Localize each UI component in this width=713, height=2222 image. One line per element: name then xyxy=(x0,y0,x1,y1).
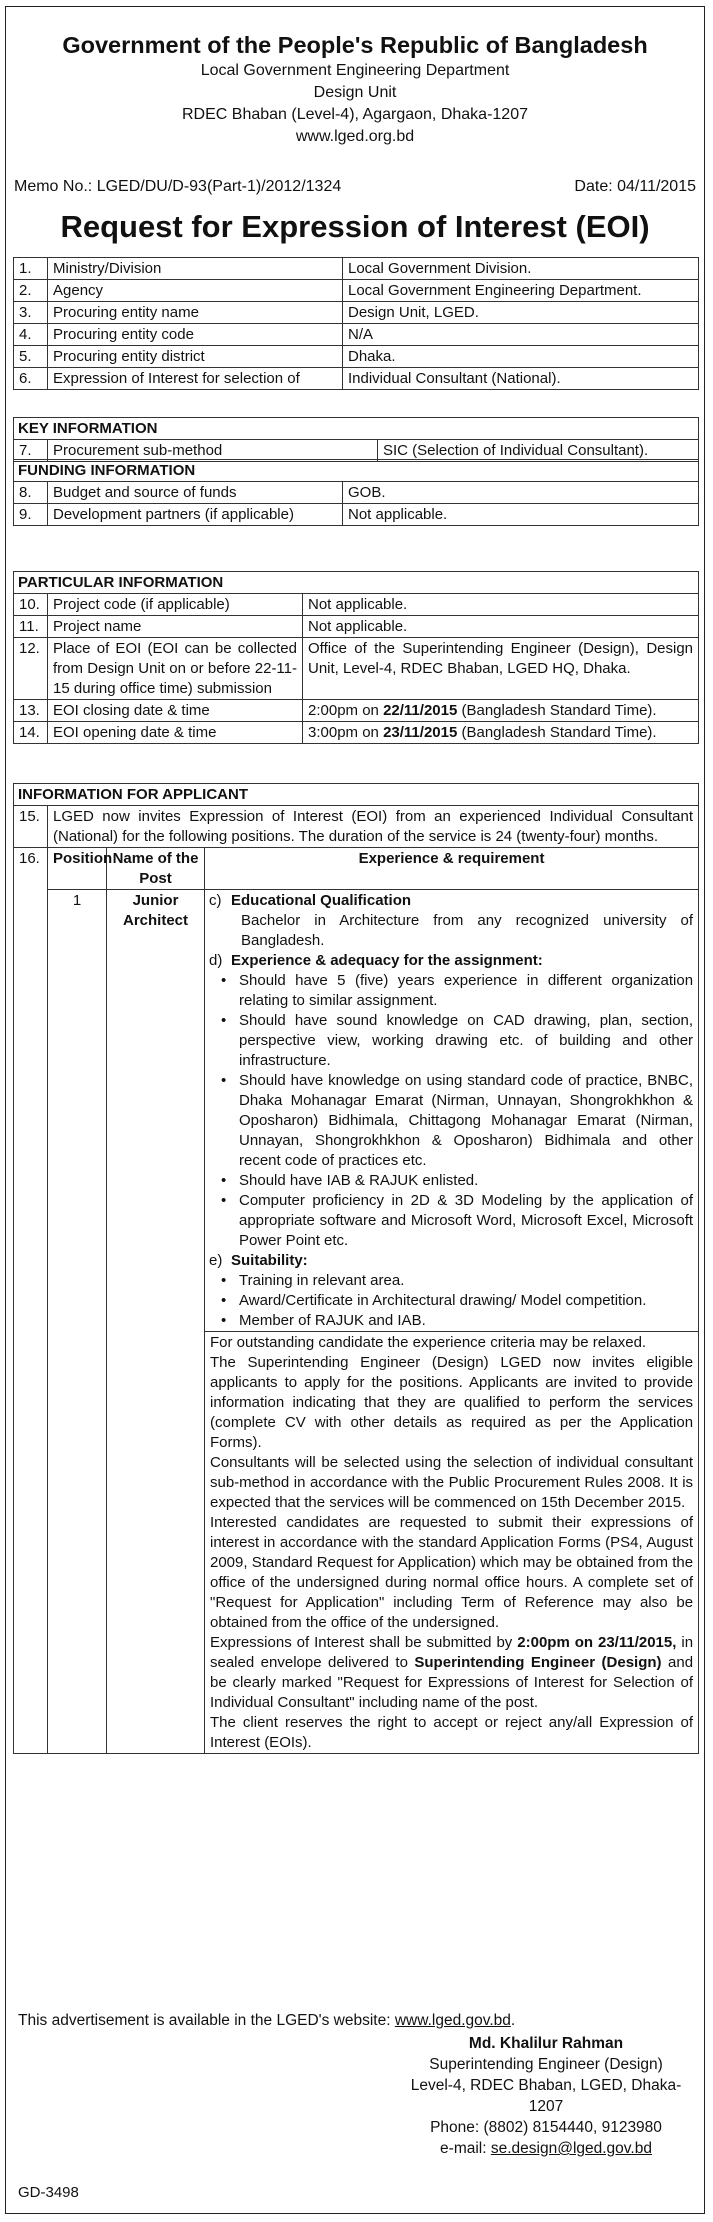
website-link[interactable]: www.lged.gov.bd xyxy=(394,2012,511,2029)
opening-date: 23/11/2015 xyxy=(383,724,458,741)
row-number: 16. xyxy=(14,848,48,1754)
table-row xyxy=(14,700,699,722)
particular-heading: PARTICULAR INFORMATION xyxy=(14,572,699,594)
education-title: Educational Qualification xyxy=(231,892,412,909)
memo-number: Memo No.: LGED/DU/D-93(Part-1)/2012/1324 xyxy=(14,178,342,195)
instructions-cell xyxy=(205,1332,699,1754)
table-row xyxy=(14,482,699,504)
row-label: Procuring entity district xyxy=(48,346,343,368)
email-label: e-mail: xyxy=(440,2140,491,2157)
table-row xyxy=(14,280,699,302)
website-notice-end: . xyxy=(510,2012,516,2029)
list-item: • Training in relevant area. xyxy=(239,1271,693,1291)
row-value: Local Government Engineering Department. xyxy=(343,280,699,302)
row-value xyxy=(303,700,699,722)
section-heading-row xyxy=(14,572,699,594)
row-value: Office of the Superintending Engineer (Design), Design Unit, Level-4, RDEC Bhaban, LGED HQ, Dhaka. xyxy=(303,638,699,700)
department-name: Local Government Engineering Department xyxy=(200,62,510,79)
row-number: 14. xyxy=(14,722,48,744)
table-row xyxy=(14,594,699,616)
signature-block xyxy=(396,2033,696,2159)
suitability-title: Suitability: xyxy=(231,1252,308,1269)
table-row xyxy=(14,324,699,346)
funding-table xyxy=(13,459,699,526)
table-row xyxy=(14,848,699,890)
education-heading xyxy=(209,891,693,911)
signer-phone: Phone: (8802) 8154440, 9123980 xyxy=(430,2119,662,2136)
row-value: N/A xyxy=(343,324,699,346)
post-name: Junior Architect xyxy=(107,890,205,1754)
list-item: • Should have 5 (five) years experience in different organization relating to similar assignment. xyxy=(239,971,693,1011)
instruction-paragraph: For outstanding candidate the experience criteria may be relaxed. xyxy=(210,1334,647,1351)
list-item: • Should have sound knowledge on CAD drawing, plan, section, perspective view, working drawing etc. of building and other infrastructure. xyxy=(239,1011,693,1071)
row-value xyxy=(303,722,699,744)
row-number: 13. xyxy=(14,700,48,722)
closing-date: 22/11/2015 xyxy=(383,702,458,719)
opening-time: 3:00pm on xyxy=(308,724,384,741)
submission-deadline: 2:00pm on 23/11/2015, xyxy=(517,1634,677,1651)
instruction-paragraph: The client reserves the right to accept or reject any/all Expression of Interest (EOIs). xyxy=(210,1714,694,1751)
row-label: EOI opening date & time xyxy=(48,722,303,744)
info-table-top xyxy=(13,257,699,390)
applicant-heading: INFORMATION FOR APPLICANT xyxy=(14,784,699,806)
row-value: Design Unit, LGED. xyxy=(343,302,699,324)
closing-time: 2:00pm on xyxy=(308,702,384,719)
row-value: Dhaka. xyxy=(343,346,699,368)
row-value: Not applicable. xyxy=(343,504,699,526)
list-marker: c) xyxy=(209,892,222,909)
section-heading-row xyxy=(14,460,699,482)
table-row xyxy=(14,504,699,526)
row-label: Project name xyxy=(48,616,303,638)
section-heading-row xyxy=(14,418,699,440)
signer-designation: Superintending Engineer (Design) xyxy=(429,2056,663,2073)
submission-paragraph xyxy=(210,1633,693,1713)
table-row xyxy=(14,806,699,848)
row-label: Agency xyxy=(48,280,343,302)
list-item: • Computer proficiency in 2D & 3D Modeling by the application of appropriate software and Microsoft Word, Microsoft Excel, Microsoft Power Point etc. xyxy=(239,1191,693,1251)
row-number: 9. xyxy=(14,504,48,526)
instruction-paragraph: Interested candidates are requested to submit their expressions of interest in accordance with the standard Application Forms (PS4, August 2009, Standard Request for Application) which may be obtained from the office of the undersigned during normal office hours. A complete set of "Request for Application" including Term of Reference may also be obtained from the office of the undersigned. xyxy=(210,1514,694,1631)
table-row xyxy=(14,346,699,368)
memo-row xyxy=(14,177,696,197)
col-header-position: Position xyxy=(48,848,107,890)
row-label: Procuring entity code xyxy=(48,324,343,346)
office-website: www.lged.org.bd xyxy=(295,128,415,145)
col-header-experience: Experience & requirement xyxy=(205,848,699,890)
row-number: 4. xyxy=(14,324,48,346)
submission-text: in sealed envelope delivered to xyxy=(210,1634,694,1671)
gd-number: GD-3498 xyxy=(18,2184,79,2201)
row-number: 15. xyxy=(14,806,48,848)
submission-text: and be clearly marked "Request for Expressions of Interest for Selection of Individual Consultant" including name of the post. xyxy=(210,1654,694,1711)
row-label: Development partners (if applicable) xyxy=(48,504,343,526)
row-value: GOB. xyxy=(343,482,699,504)
row-label: Place of EOI (EOI can be collected from Design Unit on or before 22-11-15 during office time) submission xyxy=(48,638,303,700)
applicant-table xyxy=(13,783,699,1754)
suitability-heading xyxy=(209,1251,693,1271)
list-item: • Should have knowledge on using standard code of practice, BNBC, Dhaka Mohanagar Emarat (Nirman, Unnayan, Shongrokhkhon & Oposharon) Bidhimala, Chittagong Mohanagar Emarat (Nirman, Unnayan, Shongrokhkhon & Oposharon) Bidhimala and other recent code of practices etc. xyxy=(239,1071,693,1171)
row-number: 12. xyxy=(14,638,48,700)
page-title: Request for Expression of Interest (EOI) xyxy=(60,209,650,244)
list-marker: d) xyxy=(209,952,223,969)
website-notice-text: This advertisement is available in the LGED's website: xyxy=(18,2012,395,2029)
row-label: Ministry/Division xyxy=(48,258,343,280)
eoi-advertisement xyxy=(5,6,705,2214)
requirements-cell xyxy=(205,890,699,1332)
email-link[interactable]: se.design@lged.gov.bd xyxy=(490,2140,652,2157)
row-number: 1. xyxy=(14,258,48,280)
row-number: 8. xyxy=(14,482,48,504)
list-item: • Should have IAB & RAJUK enlisted. xyxy=(239,1171,693,1191)
row-value: Local Government Division. xyxy=(343,258,699,280)
website-notice xyxy=(18,2011,515,2031)
government-title: Government of the People's Republic of Bangladesh xyxy=(62,32,648,58)
row-label: Procuring entity name xyxy=(48,302,343,324)
signer-address: Level-4, RDEC Bhaban, LGED, Dhaka-1207 xyxy=(410,2077,682,2115)
table-row xyxy=(14,616,699,638)
row-value: Not applicable. xyxy=(303,594,699,616)
instruction-paragraph: The Superintending Engineer (Design) LGED now invites eligible applicants to apply for the positions. Applicants are invited to provide information indicating that they are qualified to perform the services (complete CV with other details as required as per the Application Forms). xyxy=(210,1354,694,1451)
row-label: Budget and source of funds xyxy=(48,482,343,504)
memo-date: Date: 04/11/2015 xyxy=(574,178,696,195)
row-number: 5. xyxy=(14,346,48,368)
office-address: RDEC Bhaban (Level-4), Agargaon, Dhaka-1207 xyxy=(182,106,528,123)
funding-heading: FUNDING INFORMATION xyxy=(14,460,699,482)
experience-list xyxy=(209,971,693,1251)
key-info-table xyxy=(13,417,699,462)
education-text: Bachelor in Architecture from any recognized university of Bangladesh. xyxy=(241,912,694,949)
row-value: Not applicable. xyxy=(303,616,699,638)
signer-email xyxy=(396,2138,696,2159)
row-label: EOI closing date & time xyxy=(48,700,303,722)
suitability-list xyxy=(209,1271,693,1331)
experience-heading xyxy=(209,951,693,971)
row-number: 3. xyxy=(14,302,48,324)
list-item: • Award/Certificate in Architectural drawing/ Model competition. xyxy=(239,1291,693,1311)
row-number: 6. xyxy=(14,368,48,390)
section-heading-row xyxy=(14,784,699,806)
table-row xyxy=(14,258,699,280)
table-row xyxy=(14,302,699,324)
row-number: 2. xyxy=(14,280,48,302)
submission-recipient: Superintending Engineer (Design) xyxy=(414,1654,662,1671)
closing-zone: (Bangladesh Standard Time). xyxy=(457,702,657,719)
position-number: 1 xyxy=(48,890,107,1754)
particular-table xyxy=(13,571,699,744)
col-header-post: Name of the Post xyxy=(107,848,205,890)
key-info-heading: KEY INFORMATION xyxy=(14,418,699,440)
table-row xyxy=(14,722,699,744)
row-value: Individual Consultant (National). xyxy=(343,368,699,390)
row-number: 11. xyxy=(14,616,48,638)
row-value: SIC (Selection of Individual Consultant). xyxy=(378,440,699,462)
experience-title: Experience & adequacy for the assignment: xyxy=(231,952,543,969)
row-label: Procurement sub-method xyxy=(48,440,378,462)
row-label: Project code (if applicable) xyxy=(48,594,303,616)
signer-name: Md. Khalilur Rahman xyxy=(468,2035,624,2052)
row-number: 10. xyxy=(14,594,48,616)
unit-name: Design Unit xyxy=(313,84,397,101)
list-item: • Member of RAJUK and IAB. xyxy=(239,1311,693,1331)
table-row xyxy=(14,368,699,390)
invitation-text: LGED now invites Expression of Interest (EOI) from an experienced Individual Consultant (National) for the following positions. The duration of the service is 24 (twenty-four) months. xyxy=(48,806,699,848)
table-row xyxy=(14,890,699,1332)
opening-zone: (Bangladesh Standard Time). xyxy=(457,724,657,741)
letterhead xyxy=(6,30,704,148)
submission-text: Expressions of Interest shall be submitted by xyxy=(210,1634,518,1651)
table-row xyxy=(14,638,699,700)
list-marker: e) xyxy=(209,1252,223,1269)
row-label: Expression of Interest for selection of xyxy=(48,368,343,390)
row-number: 7. xyxy=(14,440,48,462)
instruction-paragraph: Consultants will be selected using the selection of individual consultant sub-method in accordance with the Public Procurement Rules 2008. It is expected that the services will be commenced on 15th December 2015. xyxy=(210,1454,694,1511)
